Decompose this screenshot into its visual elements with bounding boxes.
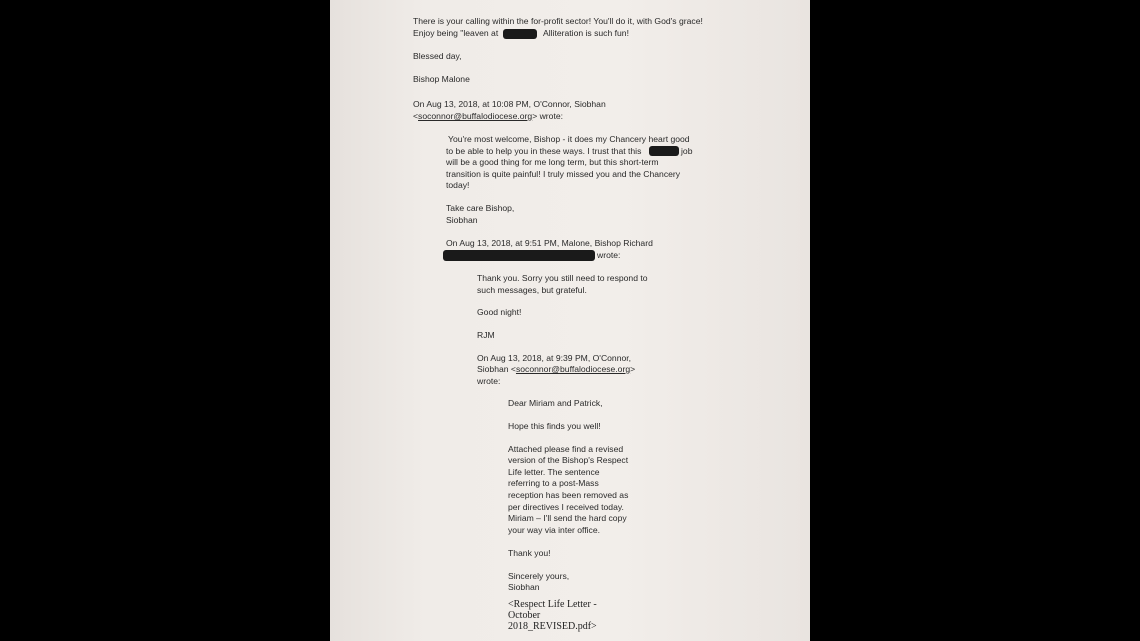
body-line: version of the Bishop's Respect [508, 455, 629, 465]
reply-close: Siobhan [446, 215, 478, 225]
letter-page [330, 0, 810, 641]
body-line: Miriam – I'll send the hard copy [508, 513, 627, 523]
reply-line: today! [446, 180, 470, 190]
quote-header: wrote: [477, 376, 501, 386]
reply-line: will be a good thing for me long term, but this short-term [446, 157, 659, 167]
closing-line: Sincerely yours, [508, 571, 570, 581]
thanks-line: Thank you! [508, 548, 551, 558]
reply-close: Take care Bishop, [446, 203, 515, 213]
body-line: Enjoy being "leaven at [413, 28, 499, 38]
reply-signature: RJM [477, 330, 495, 340]
redaction-mark [503, 29, 537, 39]
greeting-line: Dear Miriam and Patrick, [508, 398, 603, 408]
signature-line: Bishop Malone [413, 74, 470, 84]
quote-header: On Aug 13, 2018, at 9:39 PM, O'Connor, [477, 353, 632, 363]
quote-header: wrote: [597, 250, 621, 260]
quote-header: On Aug 13, 2018, at 9:51 PM, Malone, Bishop Richard [446, 238, 653, 248]
body-line: Hope this finds you well! [508, 421, 601, 431]
reply-line: job [681, 146, 693, 156]
body-line: Life letter. The sentence [508, 467, 600, 477]
redaction-mark [443, 250, 595, 261]
redaction-mark [649, 146, 679, 156]
attachment-line: October [508, 610, 541, 621]
body-line: reception has been removed as [508, 490, 629, 500]
quote-header: <soconnor@buffalodiocese.org> wrote: [413, 111, 563, 121]
body-line: Attached please find a revised [508, 444, 624, 454]
body-line: referring to a post-Mass [508, 478, 599, 488]
email-link[interactable]: soconnor@buffalodiocese.org [515, 364, 631, 374]
quote-header: Siobhan <soconnor@buffalodiocese.org> [477, 364, 636, 374]
reply-line: such messages, but grateful. [477, 285, 587, 295]
attachment-line: 2018_REVISED.pdf> [508, 621, 597, 632]
body-line: Alliteration is such fun! [543, 28, 629, 38]
reply-line: Thank you. Sorry you still need to respond to [477, 273, 648, 283]
email-link[interactable]: soconnor@buffalodiocese.org [418, 111, 533, 121]
body-line: your way via inter office. [508, 525, 601, 535]
reply-line: You're most welcome, Bishop - it does my Chancery heart good [448, 134, 690, 144]
reply-line: to be able to help you in these ways. I trust that this [446, 146, 642, 156]
blessing-line: Blessed day, [413, 51, 462, 61]
reply-line: transition is quite painful! I truly missed you and the Chancery [446, 169, 681, 179]
reply-line: Good night! [477, 307, 522, 317]
body-line: There is your calling within the for-profit sector! You'll do it, with God's grace! [413, 16, 703, 26]
attachment-line: <Respect Life Letter - [508, 599, 597, 610]
quote-header: On Aug 13, 2018, at 10:08 PM, O'Connor, Siobhan [413, 99, 606, 109]
body-line: per directives I received today. [508, 502, 624, 512]
closing-line: Siobhan [508, 582, 540, 592]
